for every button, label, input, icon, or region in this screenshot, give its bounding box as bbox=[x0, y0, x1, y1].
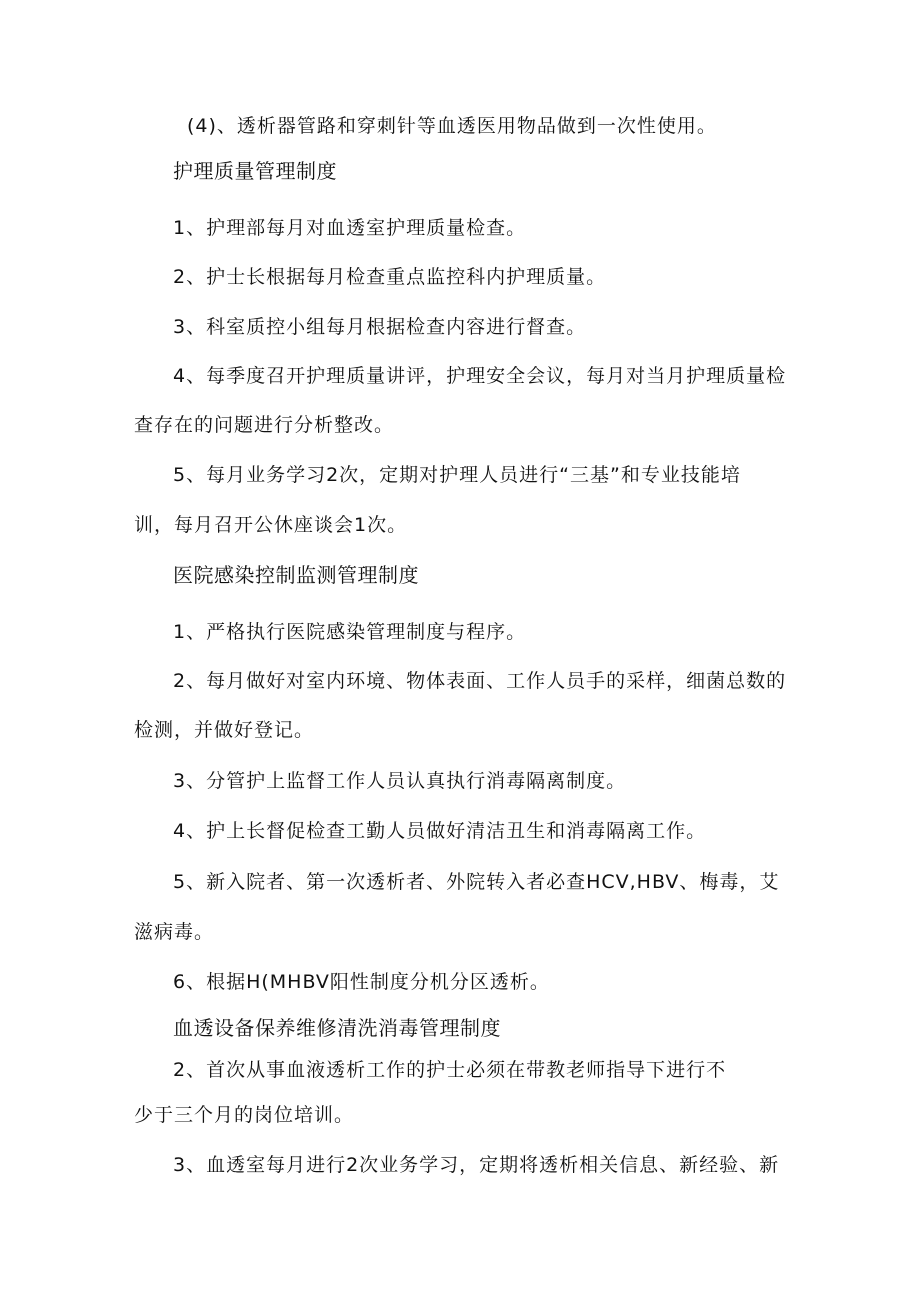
list-item: 2、首次从事血液透析工作的护士必须在带教老师指导下进行不 bbox=[173, 1059, 727, 1081]
list-item: 3、血透室每月进行2次业务学习，定期将透析相关信息、新经验、新 bbox=[173, 1154, 780, 1176]
list-item-continuation: 检测，并做好登记。 bbox=[134, 719, 315, 741]
list-item: 5、每月业务学习2次，定期对护理人员进行“三基”和专业技能培 bbox=[173, 464, 741, 486]
list-item: 5、新入院者、第一次透析者、外院转入者必查HCV,HBV、梅毒，艾 bbox=[173, 871, 780, 893]
list-item: 1、护理部每月对血透室护理质量检查。 bbox=[173, 217, 527, 239]
list-item: 1、严格执行医院感染管理制度与程序。 bbox=[173, 621, 527, 643]
intro-item: (4)、透析器管路和穿刺针等血透医用物品做到一次性使用。 bbox=[187, 115, 717, 137]
list-item-continuation: 少于三个月的岗位培训。 bbox=[134, 1104, 355, 1126]
list-item: 6、根据H(MHBV阳性制度分机分区透析。 bbox=[173, 971, 550, 993]
list-item-continuation: 查存在的问题进行分析整改。 bbox=[134, 414, 395, 436]
section-heading-equipment-maintenance: 血透设备保养维修清洗消毒管理制度 bbox=[173, 1016, 501, 1040]
section-heading-nursing-quality: 护理质量管理制度 bbox=[173, 159, 337, 183]
list-item: 4、每季度召开护理质量讲评，护理安全会议，每月对当月护理质量检 bbox=[173, 365, 787, 387]
list-item: 4、护上长督促检查工勤人员做好清洁丑生和消毒隔离工作。 bbox=[173, 820, 707, 842]
list-item: 2、护士长根据每月检查重点监控科内护理质量。 bbox=[173, 266, 607, 288]
list-item: 3、分管护上监督工作人员认真执行消毒隔离制度。 bbox=[173, 770, 627, 792]
list-item-continuation: 滋病毒。 bbox=[134, 921, 215, 943]
list-item: 2、每月做好对室内环境、物体表面、工作人员手的采样，细菌总数的 bbox=[173, 670, 787, 692]
list-item: 3、科室质控小组每月根据检查内容进行督查。 bbox=[173, 316, 587, 338]
section-heading-infection-control: 医院感染控制监测管理制度 bbox=[173, 563, 419, 587]
list-item-continuation: 训，每月召开公休座谈会1次。 bbox=[134, 514, 408, 536]
